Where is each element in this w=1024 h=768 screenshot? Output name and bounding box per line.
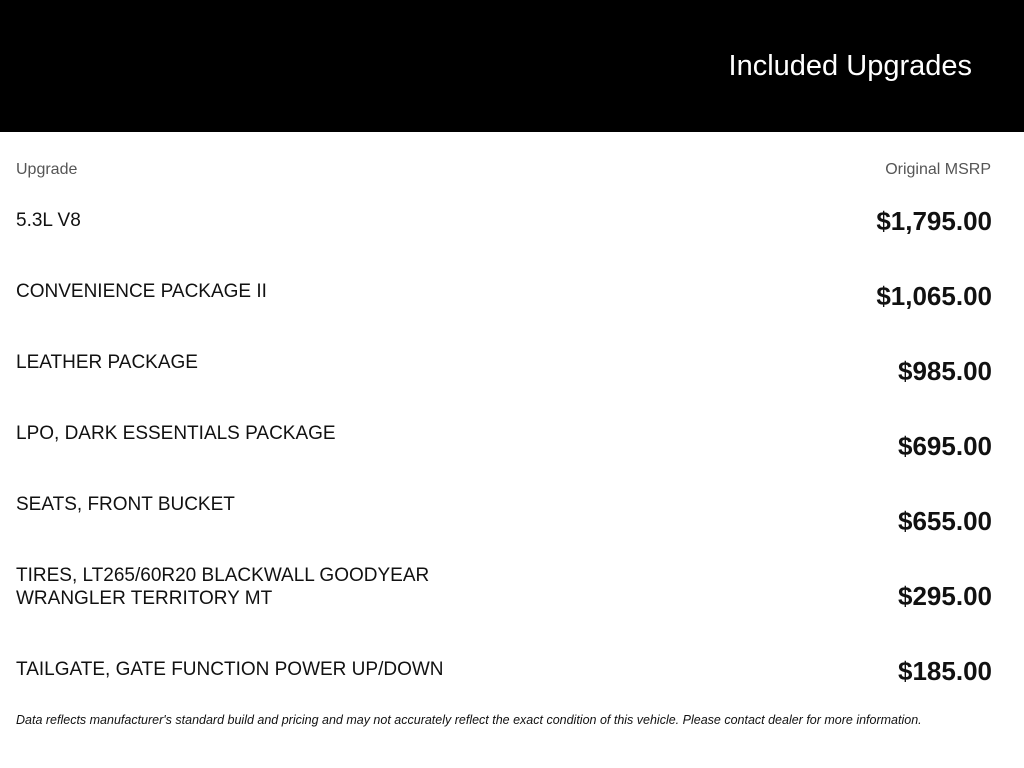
- upgrade-name: TIRES, LT265/60R20 BLACKWALL GOODYEAR WRANGLER TERRITORY MT: [16, 565, 430, 609]
- disclaimer-text: Data reflects manufacturer's standard build and pricing and may not accurately reflect the exact condition of this vehicle. Please contact dealer for more information.: [16, 713, 922, 727]
- column-header-upgrade: Upgrade: [16, 161, 78, 178]
- upgrade-price: $1,065.00: [876, 281, 992, 311]
- header-bar: [0, 0, 1024, 132]
- upgrade-name: LEATHER PACKAGE: [16, 352, 198, 373]
- page-title: Included Upgrades: [728, 50, 972, 82]
- upgrade-name: CONVENIENCE PACKAGE II: [16, 281, 267, 302]
- upgrade-name: SEATS, FRONT BUCKET: [16, 494, 235, 515]
- upgrade-name: 5.3L V8: [16, 210, 81, 231]
- upgrade-price: $985.00: [898, 356, 992, 386]
- column-header-msrp: Original MSRP: [885, 161, 991, 178]
- upgrade-price: $295.00: [898, 581, 992, 611]
- upgrade-name: LPO, DARK ESSENTIALS PACKAGE: [16, 423, 336, 444]
- upgrade-price: $655.00: [898, 506, 992, 536]
- upgrade-price: $1,795.00: [876, 206, 992, 236]
- upgrade-price: $695.00: [898, 431, 992, 461]
- upgrade-name: TAILGATE, GATE FUNCTION POWER UP/DOWN: [16, 659, 444, 680]
- upgrade-price: $185.00: [898, 656, 992, 686]
